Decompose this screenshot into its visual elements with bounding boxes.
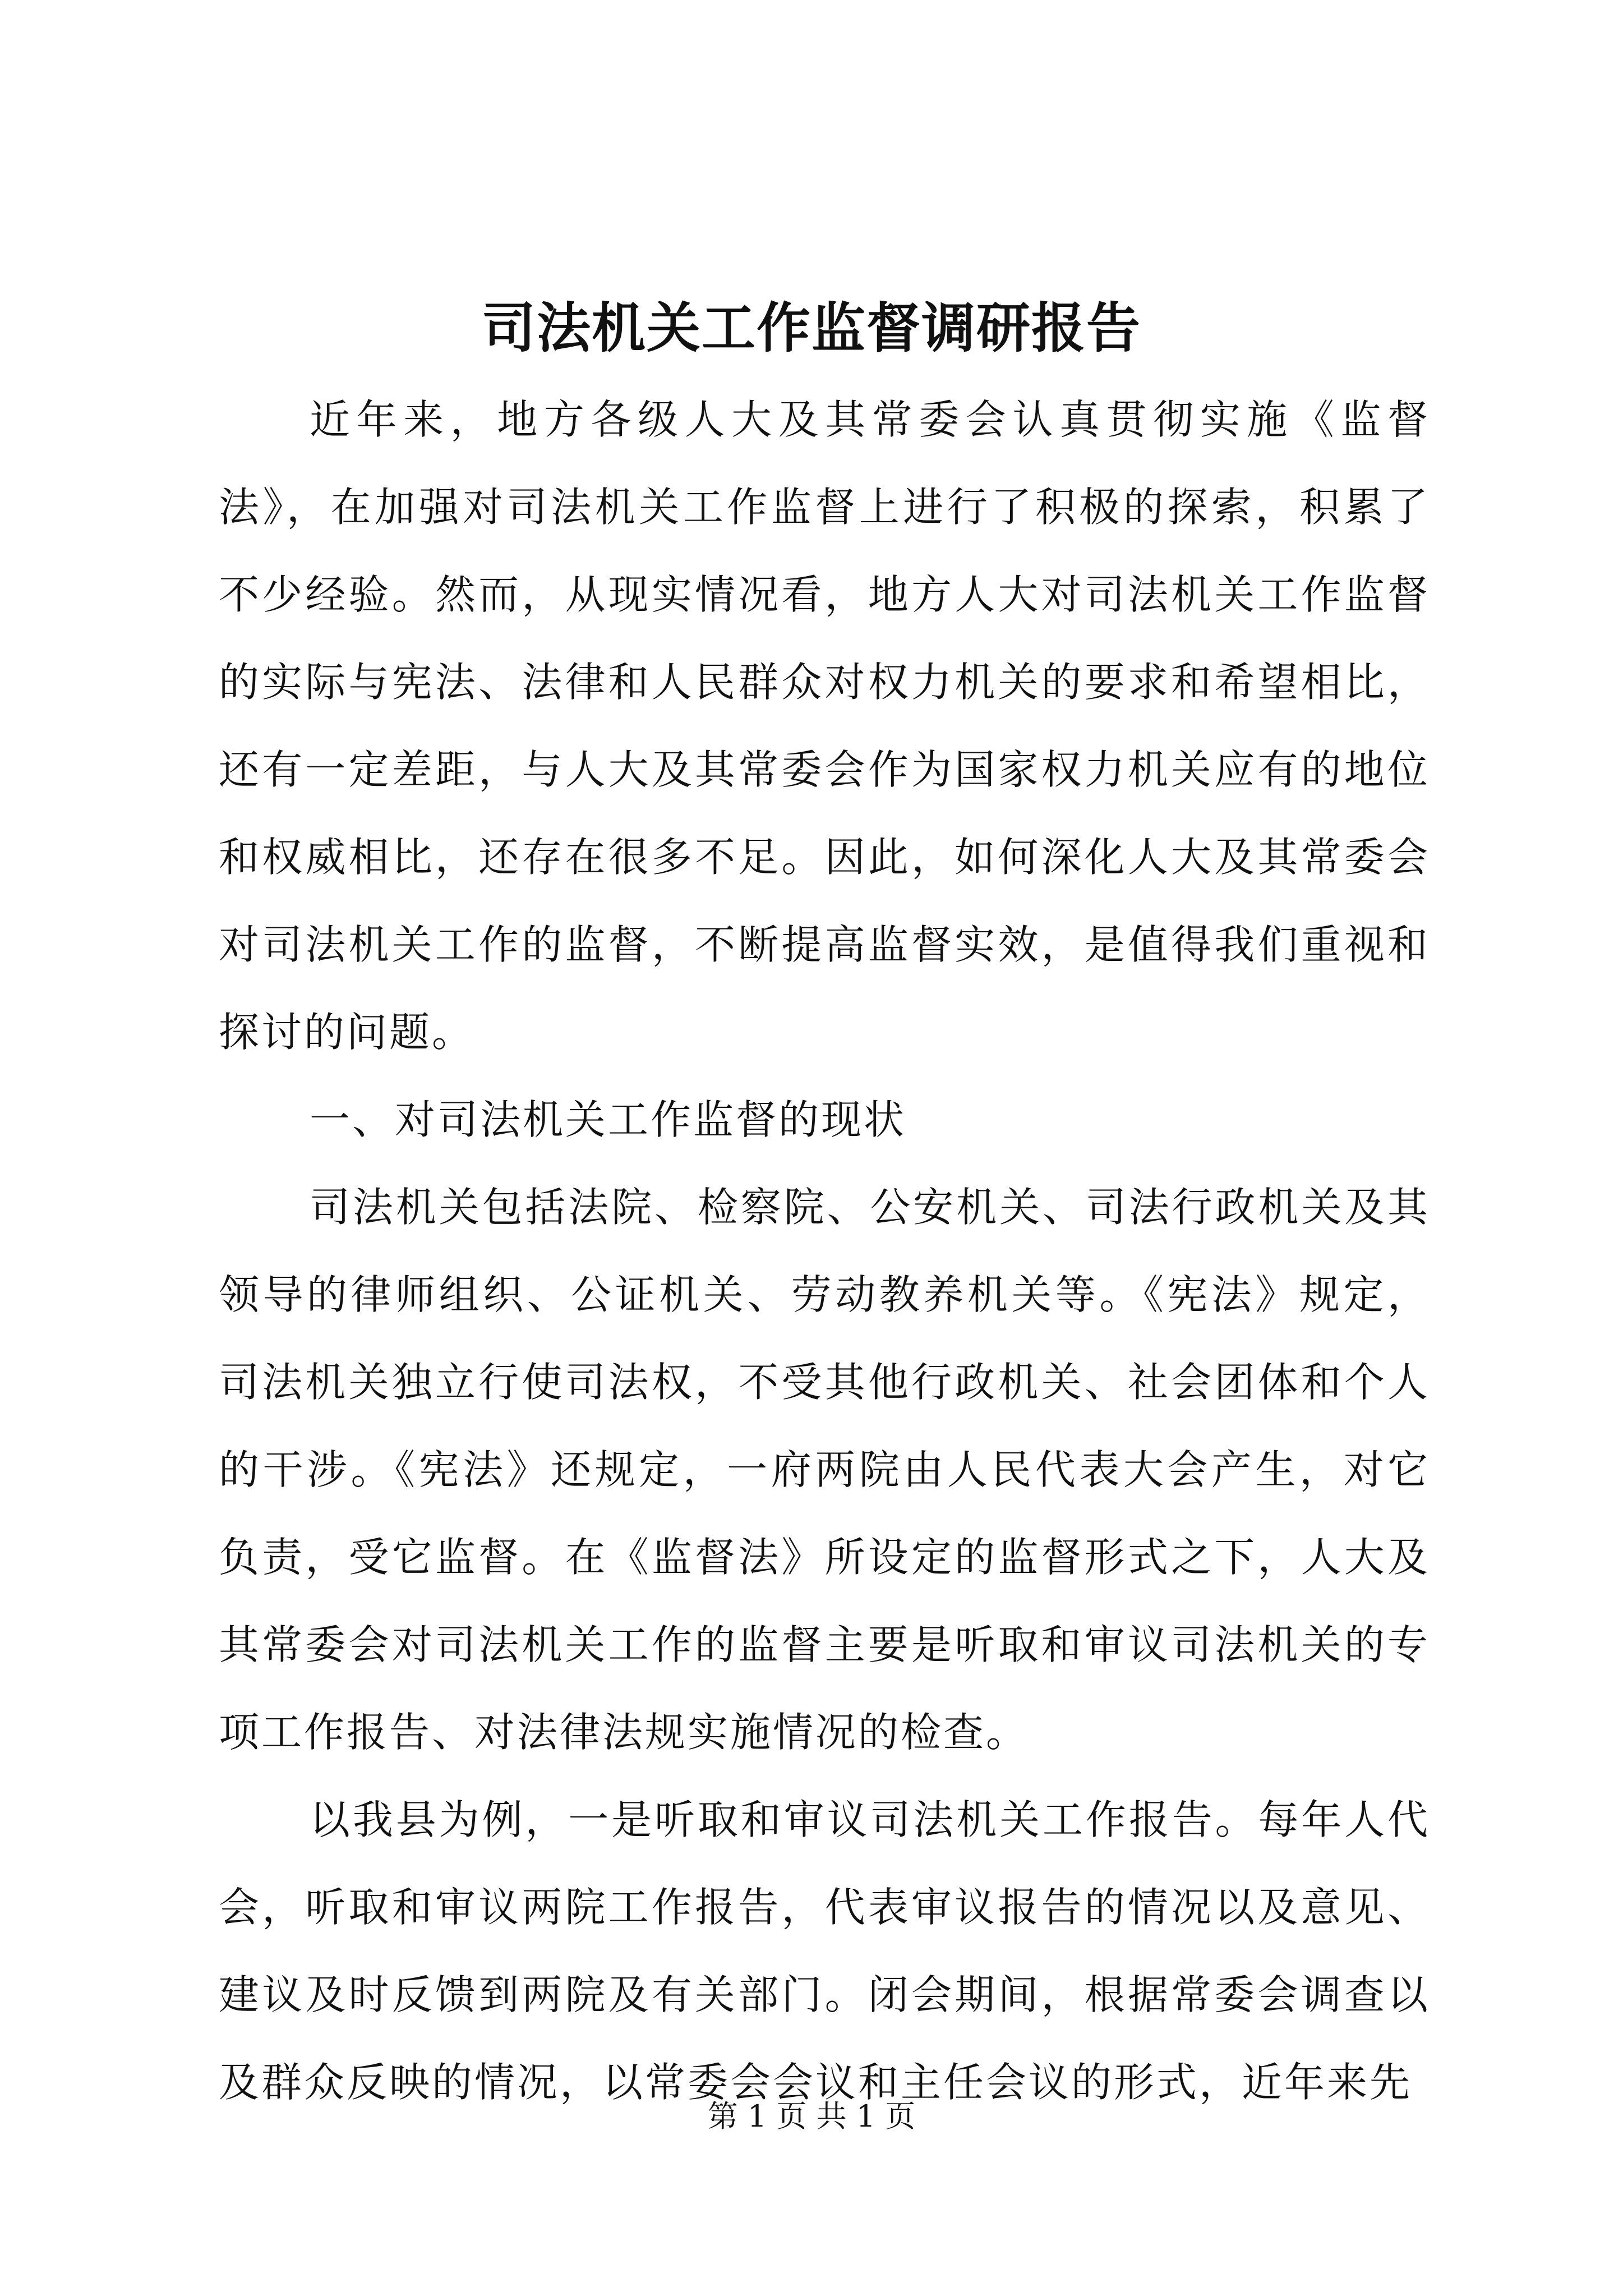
paragraph-example: 以我县为例，一是听取和审议司法机关工作报告。每年人代会，听取和审议两院工作报告，代表审议报告的情况以及意见、建议及时反馈到两院及有关部门。闭会期间，根据常委会调查以及群众反映的情况，以常委会会议和主任会议的形式，近年来先 <box>219 1796 1430 2106</box>
page-number-footer: 第 1 页 共 1 页 <box>707 2099 916 2134</box>
section-heading-1: 一、对司法机关工作监督的现状 <box>310 1096 907 1143</box>
paragraph-definition: 司法机关包括法院、检察院、公安机关、司法行政机关及其领导的律师组织、公证机关、劳动教养机关等。《宪法》规定，司法机关独立行使司法权，不受其他行政机关、社会团体和个人的干涉。《宪法》还规定，一府两院由人民代表大会产生，对它负责，受它监督。在《监督法》所设定的监督形式之下，人大及其常委会对司法机关工作的监督主要是听取和审议司法机关的专项工作报告、对法律法规实施情况的检查。 <box>219 1184 1430 1756</box>
document-body <box>219 376 1430 2126</box>
document-title: 司法机关工作监督调研报告 <box>482 296 1141 360</box>
paragraph-intro: 近年来，地方各级人大及其常委会认真贯彻实施《监督法》，在加强对司法机关工作监督上进行了积极的探索，积累了不少经验。然而，从现实情况看，地方人大对司法机关工作监督的实际与宪法、法律和人民群众对权力机关的要求和希望相比，还有一定差距，与人大及其常委会作为国家权力机关应有的地位和权威相比，还存在很多不足。因此，如何深化人大及其常委会对司法机关工作的监督，不断提高监督实效，是值得我们重视和探讨的问题。 <box>219 396 1430 1056</box>
